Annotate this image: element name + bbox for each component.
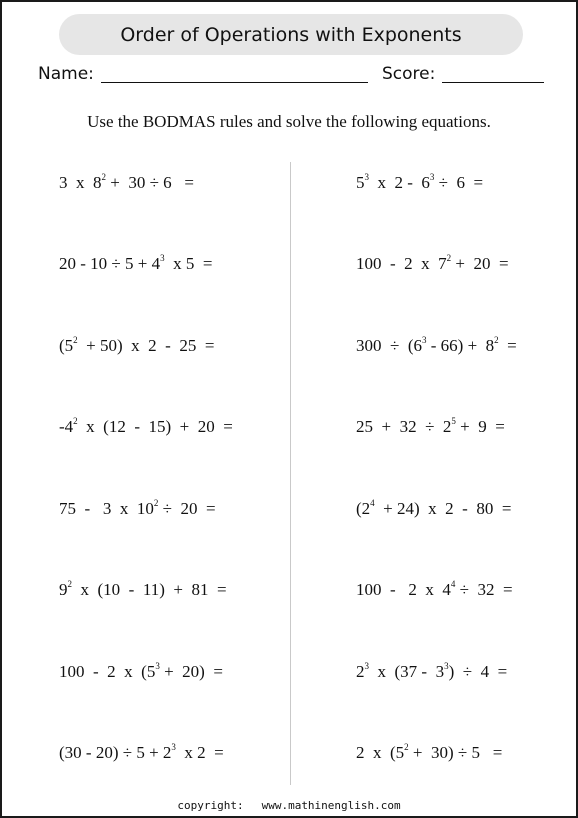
problem-right-7 [356, 661, 507, 682]
expression-text: (2 [356, 499, 371, 518]
expression-text: x 2 = [175, 743, 224, 762]
expression-text: + 20 = [451, 254, 509, 273]
expression-text: x (37 - 3 [369, 662, 445, 681]
expression-text: + 24) x 2 - 80 = [374, 499, 512, 518]
column-divider [290, 162, 291, 785]
expression-text: 25 + 32 ÷ 2 [356, 417, 452, 436]
footer [2, 799, 576, 812]
expression-text: ) ÷ 4 = [448, 662, 508, 681]
expression-text: + 30) ÷ 5 = [408, 743, 503, 762]
exponent: 2 [446, 253, 452, 263]
expression-text: -4 [59, 417, 74, 436]
problem-right-4 [356, 416, 505, 437]
exponent: 3 [444, 661, 449, 671]
exponent: 4 [450, 579, 456, 589]
expression-text: x (12 - 15) + 20 = [77, 417, 233, 436]
problem-left-2 [59, 253, 212, 274]
exponent: 2 [153, 498, 159, 508]
problem-left-4 [59, 416, 233, 437]
expression-text: x 5 = [164, 254, 213, 273]
expression-text: 3 x 8 [59, 173, 102, 192]
expression-text: 300 ÷ (6 [356, 336, 422, 355]
exponent: 3 [171, 742, 176, 752]
instructions: Use the BODMAS rules and solve the following equations. [87, 112, 491, 131]
exponent: 3 [422, 335, 427, 345]
problem-left-3 [59, 335, 214, 356]
expression-text: - 66) + 8 [426, 336, 495, 355]
expression-text: (5 [59, 336, 74, 355]
exponent: 2 [101, 172, 106, 182]
expression-text: ÷ 20 = [158, 499, 216, 518]
exponent: 2 [404, 742, 409, 752]
problem-right-5 [356, 498, 511, 519]
expression-text: ÷ 32 = [455, 580, 513, 599]
problem-right-2 [356, 253, 509, 274]
exponent: 2 [67, 579, 72, 589]
name-blank-line [101, 82, 368, 83]
problem-left-1 [59, 172, 194, 193]
problem-right-3 [356, 335, 517, 356]
exponent: 3 [364, 661, 369, 671]
expression-text: 100 - 2 x 4 [356, 580, 451, 599]
title-text: Order of Operations with Exponents [120, 23, 462, 46]
problem-left-6 [59, 579, 227, 600]
expression-text: 100 - 2 x 7 [356, 254, 447, 273]
problem-left-7 [59, 661, 223, 682]
exponent: 2 [494, 335, 499, 345]
exponent: 3 [160, 253, 165, 263]
exponent: 5 [451, 416, 456, 426]
problem-left-5 [59, 498, 216, 519]
expression-text: 20 - 10 ÷ 5 + 4 [59, 254, 161, 273]
exponent: 2 [73, 416, 78, 426]
expression-text: 5 [356, 173, 365, 192]
expression-text: 75 - 3 x 10 [59, 499, 154, 518]
expression-text: x (10 - 11) + 81 = [72, 580, 227, 599]
expression-text: 9 [59, 580, 68, 599]
footer-site: www.mathinenglish.com [261, 799, 401, 812]
expression-text: 100 - 2 x (5 [59, 662, 156, 681]
exponent: 3 [429, 172, 435, 182]
score-label: Score: [382, 64, 436, 84]
expression-text: ÷ 6 = [434, 173, 484, 192]
problem-right-1 [356, 172, 483, 193]
exponent: 4 [370, 498, 375, 508]
worksheet-title [59, 14, 523, 55]
expression-text: + 20) = [159, 662, 223, 681]
expression-text: 2 x (5 [356, 743, 405, 762]
name-label: Name: [38, 64, 94, 84]
problem-right-8 [356, 742, 502, 763]
expression-text: 2 [356, 662, 365, 681]
score-blank-line [442, 82, 544, 83]
problem-left-8 [59, 742, 224, 763]
name-score-row [38, 62, 542, 90]
expression-text: x 2 - 6 [369, 173, 430, 192]
exponent: 3 [155, 661, 160, 671]
problem-right-6 [356, 579, 513, 600]
exponent: 3 [364, 172, 369, 182]
exponent: 2 [73, 335, 78, 345]
expression-text: + 9 = [455, 417, 505, 436]
expression-text: + 50) x 2 - 25 = [77, 336, 215, 355]
expression-text: = [498, 336, 517, 355]
expression-text: (30 - 20) ÷ 5 + 2 [59, 743, 172, 762]
expression-text: + 30 ÷ 6 = [106, 173, 195, 192]
copyright-label: copyright: [177, 799, 244, 812]
